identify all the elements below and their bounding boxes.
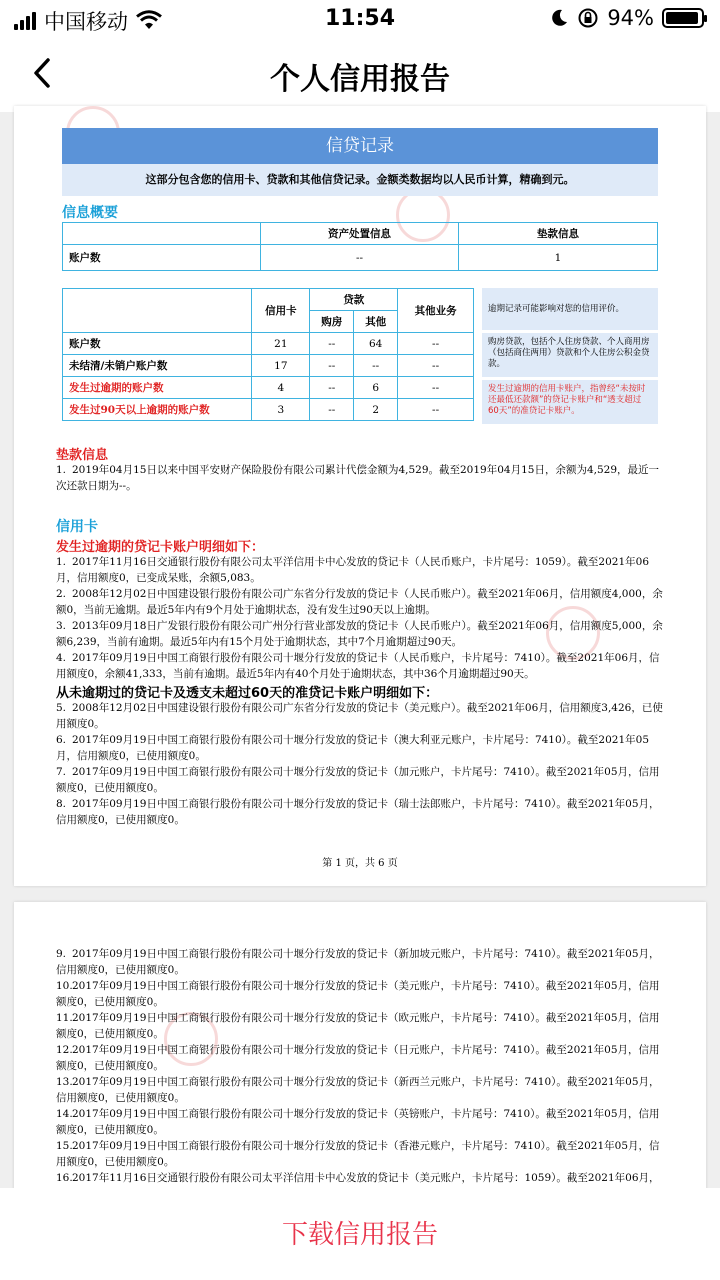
page-title: 个人信用报告 xyxy=(270,62,450,97)
navigation-bar xyxy=(0,36,720,112)
report-page-1 xyxy=(14,106,706,886)
download-report-button[interactable]: 下载信用报告 xyxy=(281,1220,438,1250)
overview-table-1: 资产处置信息 垫款信息 账户数 -- 1 xyxy=(62,222,658,271)
battery-percent: 94% xyxy=(607,6,654,30)
credit-card-heading: 信用卡 xyxy=(56,519,98,535)
status-bar xyxy=(0,0,720,36)
page-number: 第 1 页，共 6 页 xyxy=(322,858,398,869)
note-overdue-card: 发生过逾期的信用卡账户，指曾经“未按时还最低还款额”的贷记卡账户和“透支超过60天”的准贷记卡账户。 xyxy=(482,380,658,424)
battery-icon xyxy=(662,8,704,28)
list-item: 9. 2017年09月19日中国工商银行股份有限公司十堰分行发放的贷记卡（新加坡元账户，卡片尾号：7410）。截至2021年05月，信用额度0，已使用额度0。 xyxy=(56,948,660,976)
moon-icon xyxy=(549,8,569,28)
table-row: 发生过逾期的账户数 4 -- 6 -- xyxy=(63,377,474,399)
list-item: 6. 2017年09月19日中国工商银行股份有限公司十堰分行发放的贷记卡（澳大利亚元账户，卡片尾号：7410）。截至2021年05月，信用额度0，已使用额度0。 xyxy=(56,734,649,762)
report-viewer[interactable] xyxy=(0,112,720,1188)
carrier-name: 中国移动 xyxy=(44,10,128,34)
list-item: 16.2017年11月16日交通银行股份有限公司太平洋信用卡中心发放的贷记卡（美元账户，卡片尾号：1059）。截至2021年06月， xyxy=(56,1172,660,1184)
note-house-loan: 购房贷款，包括个人住房贷款、个人商用房（包括商住两用）贷款和个人住房公积金贷款。 xyxy=(482,333,658,377)
list-item: 7. 2017年09月19日中国工商银行股份有限公司十堰分行发放的贷记卡（加元账户，卡片尾号：7410）。截至2021年05月，信用额度0，已使用额度0。 xyxy=(56,766,660,794)
note-overdue-impact: 逾期记录可能影响对您的信用评价。 xyxy=(482,288,658,330)
overdue-heading: 发生过逾期的贷记卡账户明细如下： xyxy=(56,540,265,555)
table-row: 发生过90天以上逾期的账户数 3 -- 2 -- xyxy=(63,399,474,421)
section-header: 信贷记录 xyxy=(62,128,658,164)
list-item: 2. 2008年12月02日中国建设银行股份有限公司广东省分行发放的贷记卡（人民币账户）。截至2021年06月，信用额度4,000，余额0，当前无逾期。最近5年内有9个月处于逾期状态，没有发生过90天以上逾期。 xyxy=(56,588,663,616)
list-item: 1. 2019年04月15日以来中国平安财产保险股份有限公司累计代偿金额为4,529。截至2019年04月15日，余额为4,529，最近一次还款日期为--。 xyxy=(56,464,660,492)
overview-heading: 信息概要 xyxy=(62,205,118,221)
list-item: 11.2017年09月19日中国工商银行股份有限公司十堰分行发放的贷记卡（欧元账户，卡片尾号：7410）。截至2021年05月，信用额度0，已使用额度0。 xyxy=(56,1012,660,1040)
table-row: 未结清/未销户账户数 17 -- -- -- xyxy=(63,355,474,377)
list-item: 15.2017年09月19日中国工商银行股份有限公司十堰分行发放的贷记卡（香港元账户，卡片尾号：7410）。截至2021年05月，信用额度0，已使用额度0。 xyxy=(56,1140,660,1168)
list-item: 3. 2013年09月18日广发银行股份有限公司广州分行营业部发放的贷记卡（人民币账户）。截至2021年06月，信用额度5,000，余额6,239，当前有逾期。最近5年内有15个月处于逾期状态，其中7个月逾期超过90天。 xyxy=(56,620,663,648)
list-item: 13.2017年09月19日中国工商银行股份有限公司十堰分行发放的贷记卡（新西兰元账户，卡片尾号：7410）。截至2021年05月，信用额度0，已使用额度0。 xyxy=(56,1076,660,1104)
list-item: 14.2017年09月19日中国工商银行股份有限公司十堰分行发放的贷记卡（英镑账户，卡片尾号：7410）。截至2021年05月，信用额度0，已使用额度0。 xyxy=(56,1108,660,1136)
advance-heading: 垫款信息 xyxy=(56,448,109,463)
bottom-action-bar xyxy=(0,1188,720,1280)
list-item: 5. 2008年12月02日中国建设银行股份有限公司广东省分行发放的贷记卡（美元账户）。截至2021年06月，信用额度3,426，已使用额度0。 xyxy=(56,702,663,730)
list-item: 4. 2017年09月19日中国工商银行股份有限公司十堰分行发放的贷记卡（人民币账户，卡片尾号：7410）。截至2021年06月，信用额度0，余额41,333，当前有逾期。最近5年内有40个月处于逾期状态，其中36个月逾期超过90天。 xyxy=(56,652,660,680)
list-item: 10.2017年09月19日中国工商银行股份有限公司十堰分行发放的贷记卡（美元账户，卡片尾号：7410）。截至2021年05月，信用额度0，已使用额度0。 xyxy=(56,980,660,1008)
rotation-lock-icon xyxy=(577,7,599,29)
section-description: 这部分包含您的信用卡、贷款和其他信贷记录。金额类数据均以人民币计算，精确到元。 xyxy=(62,164,658,196)
list-item: 12.2017年09月19日中国工商银行股份有限公司十堰分行发放的贷记卡（日元账户，卡片尾号：7410）。截至2021年05月，信用额度0，已使用额度0。 xyxy=(56,1044,660,1072)
list-item: 8. 2017年09月19日中国工商银行股份有限公司十堰分行发放的贷记卡（瑞士法郎账户，卡片尾号：7410）。截至2021年05月，信用额度0，已使用额度0。 xyxy=(56,798,660,826)
table-row: 账户数 21 -- 64 -- xyxy=(63,333,474,355)
nonoverdue-heading: 从未逾期过的贷记卡及透支未超过60天的准贷记卡账户明细如下： xyxy=(56,686,439,701)
clock: 11:54 xyxy=(324,6,396,31)
report-page-2 xyxy=(14,902,706,1222)
list-item: 1. 2017年11月16日交通银行股份有限公司太平洋信用卡中心发放的贷记卡（人民币账户，卡片尾号：1059）。截至2021年06月，信用额度0，已变成呆账，余额5,083。 xyxy=(56,556,649,584)
overview-table-2: 信用卡 贷款 其他业务 购房 其他 账户数 21 -- 64 -- 未结清/未销户账户数 17 -- -- -- 发生过逾期的账户数 4 -- 6 -- 发生过90天以上逾期的账户数 3 -- 2 -- xyxy=(62,288,474,421)
